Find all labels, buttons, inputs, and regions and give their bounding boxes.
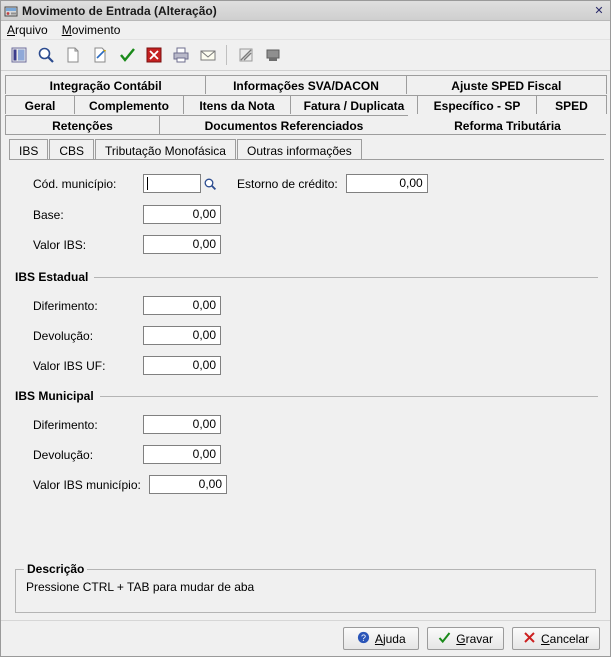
group-ibs-municipal-header (13, 389, 598, 403)
descricao-legend: Descrição (24, 562, 87, 576)
tab-integracao-contabil[interactable] (5, 75, 206, 94)
tab-label: Itens da Nota (199, 98, 275, 113)
cancelar-button-label: Cancelar (540, 631, 589, 646)
tab-label: IBS (19, 143, 39, 158)
tab-itens-da-nota[interactable] (183, 95, 291, 114)
mail-icon[interactable] (195, 43, 220, 68)
svg-text:?: ? (360, 632, 366, 643)
tab-complemento[interactable] (74, 95, 184, 114)
label-municipal-valor: Valor IBS município: (33, 477, 141, 492)
edit-document-icon[interactable] (87, 43, 112, 68)
tab-label: Retenções (52, 118, 113, 133)
search-icon[interactable] (33, 43, 58, 68)
inner-tab-outras-informacoes[interactable] (237, 139, 362, 159)
group-title-ibs-estadual: IBS Estadual (15, 270, 89, 284)
label-municipal-diferimento: Diferimento: (33, 417, 98, 432)
tab-label: Integração Contábil (49, 78, 162, 93)
tab-label: Outras informações (246, 143, 352, 158)
menu-item-arquivo[interactable]: Arquivo (7, 23, 48, 37)
tab-label: Específico - SP (433, 98, 521, 113)
menu-item-movimento-rest: ovimento (71, 23, 121, 37)
group-title-ibs-municipal: IBS Municipal (15, 389, 94, 403)
row-cod-municipio (13, 174, 598, 193)
print-preview-icon[interactable] (168, 43, 193, 68)
row-estadual-valor-uf (13, 356, 598, 375)
text-caret (147, 177, 148, 190)
base-input[interactable]: 0,00 (143, 205, 221, 224)
ajuda-rest: juda (382, 631, 406, 646)
tab-geral[interactable] (5, 95, 75, 114)
first-record-icon[interactable] (6, 43, 31, 68)
tab-label: SPED (555, 98, 588, 113)
check-icon (438, 631, 451, 647)
label-estadual-valor-uf: Valor IBS UF: (33, 358, 106, 373)
estadual-devolucao-input[interactable]: 0,00 (143, 326, 221, 345)
tabstrip-baseline (5, 134, 606, 135)
tab-label: Complemento (88, 98, 169, 113)
row-estadual-diferimento (13, 296, 598, 315)
magnifier-icon[interactable] (203, 177, 217, 191)
button-bar (1, 620, 610, 656)
menu-item-arquivo-rest: rquivo (15, 23, 48, 37)
tab-label: Tributação Monofásica (105, 143, 226, 158)
tab-label: CBS (59, 143, 85, 158)
tab-documentos-referenciados[interactable] (159, 115, 409, 134)
group-divider (100, 396, 598, 397)
tabstrip-row-1 (1, 75, 610, 94)
label-base: Base: (33, 207, 64, 222)
tab-label: Reforma Tributária (454, 118, 561, 133)
tab-informacoes-sva-dacon[interactable] (205, 75, 406, 94)
descricao-group (15, 562, 596, 613)
cancel-x-icon (523, 631, 536, 647)
ibs-form-panel (1, 160, 610, 494)
label-municipal-devolucao: Devolução: (33, 447, 94, 462)
municipal-diferimento-input[interactable]: 0,00 (143, 415, 221, 434)
tab-especifico-sp[interactable] (417, 95, 537, 114)
inner-tabstrip (1, 139, 610, 159)
title-bar (1, 1, 610, 21)
municipal-devolucao-input[interactable]: 0,00 (143, 445, 221, 464)
label-valor-ibs: Valor IBS: (33, 237, 87, 252)
inner-tab-cbs[interactable] (49, 139, 94, 159)
estadual-diferimento-input[interactable]: 0,00 (143, 296, 221, 315)
row-municipal-valor (13, 475, 598, 494)
row-valor-ibs (13, 235, 598, 254)
new-document-icon[interactable] (60, 43, 85, 68)
cancel-red-icon[interactable] (141, 43, 166, 68)
label-cod-municipio: Cód. município: (33, 176, 117, 191)
confirm-check-icon[interactable] (114, 43, 139, 68)
ajuda-button-label: Ajuda (374, 631, 406, 646)
tab-label: Geral (24, 98, 56, 113)
group-divider (94, 277, 598, 278)
tab-reforma-tributaria[interactable] (408, 115, 607, 134)
tab-label: Ajuste SPED Fiscal (451, 78, 562, 93)
tab-ajuste-sped-fiscal[interactable] (406, 75, 607, 94)
row-base (13, 205, 598, 224)
estadual-valor-uf-input[interactable]: 0,00 (143, 356, 221, 375)
tab-label: Documentos Referenciados (204, 118, 364, 133)
gravar-button-label: Gravar (456, 631, 493, 646)
tabstrip-row-2 (1, 95, 610, 114)
municipal-valor-input[interactable]: 0,00 (149, 475, 227, 494)
menu-item-movimento[interactable]: Movimento (61, 23, 121, 37)
close-icon[interactable]: ✕ (594, 5, 604, 17)
tab-label: Informações SVA/DACON (233, 78, 379, 93)
estorno-credito-input[interactable]: 0,00 (346, 174, 428, 193)
menu-bar (1, 21, 610, 40)
cancelar-button[interactable] (512, 627, 600, 650)
cod-municipio-field-group (143, 174, 217, 193)
ajuda-button[interactable] (343, 627, 419, 650)
attachment-icon[interactable] (233, 43, 258, 68)
row-municipal-diferimento (13, 415, 598, 434)
tab-label: Fatura / Duplicata (303, 98, 405, 113)
toolbar-separator (226, 45, 227, 65)
group-ibs-estadual-header (13, 270, 598, 284)
app-icon (4, 4, 18, 18)
valor-ibs-input[interactable]: 0,00 (143, 235, 221, 254)
inner-tab-tributacao-monofasica[interactable] (95, 139, 236, 159)
cod-municipio-input[interactable] (143, 174, 201, 193)
tab-sped[interactable] (536, 95, 607, 114)
export-icon[interactable] (260, 43, 285, 68)
toolbar (1, 40, 610, 71)
inner-tab-ibs[interactable] (9, 139, 48, 159)
help-icon (357, 631, 370, 647)
label-estorno-credito: Estorno de crédito: (237, 176, 338, 191)
descricao-text: Pressione CTRL + TAB para mudar de aba (26, 580, 255, 594)
gravar-button[interactable] (427, 627, 504, 650)
window-title: Movimento de Entrada (Alteração) (22, 3, 217, 18)
label-estadual-diferimento: Diferimento: (33, 298, 98, 313)
cancelar-rest: ancelar (549, 631, 589, 646)
tab-retencoes[interactable] (5, 115, 160, 134)
row-estadual-devolucao (13, 326, 598, 345)
tabstrip-row-3 (1, 115, 610, 134)
row-municipal-devolucao (13, 445, 598, 464)
tab-fatura-duplicata[interactable] (290, 95, 418, 114)
gravar-rest: ravar (465, 631, 493, 646)
label-estadual-devolucao: Devolução: (33, 328, 94, 343)
